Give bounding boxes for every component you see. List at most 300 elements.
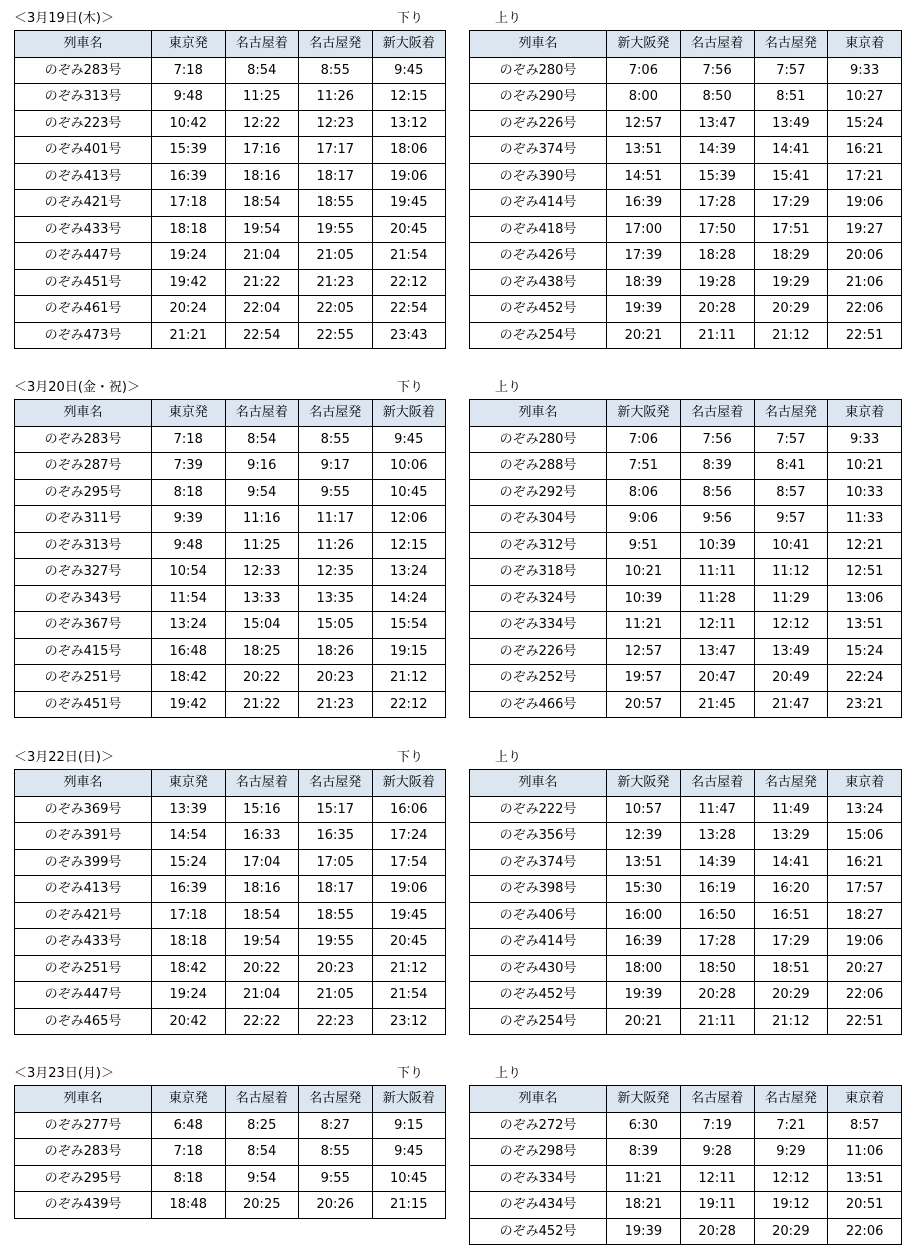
train-name-cell: のぞみ426号: [470, 243, 607, 270]
header-row: [470, 31, 902, 58]
section-date: ＜3月23日(月)＞: [14, 1066, 114, 1081]
time-cell: 15:39: [152, 137, 226, 164]
time-cell: 19:54: [225, 929, 299, 956]
time-cell: 20:42: [152, 1008, 226, 1035]
train-name-cell: のぞみ251号: [15, 665, 152, 692]
time-cell: 11:06: [828, 1139, 902, 1166]
table-row: [15, 691, 446, 718]
train-name-cell: のぞみ292号: [470, 479, 607, 506]
time-cell: 19:55: [299, 929, 373, 956]
column-header: 列車名: [15, 31, 152, 58]
train-name-cell: のぞみ413号: [15, 163, 152, 190]
time-cell: 12:12: [754, 612, 828, 639]
train-name-cell: のぞみ374号: [470, 849, 607, 876]
time-cell: 18:54: [225, 902, 299, 929]
table-row: [15, 1192, 446, 1219]
table-row: [15, 955, 446, 982]
time-cell: 9:54: [225, 479, 299, 506]
train-name-cell: のぞみ367号: [15, 612, 152, 639]
time-cell: 22:24: [828, 665, 902, 692]
time-cell: 19:06: [828, 190, 902, 217]
time-cell: 16:00: [607, 902, 681, 929]
train-name-cell: のぞみ313号: [15, 532, 152, 559]
time-cell: 18:55: [299, 902, 373, 929]
time-cell: 18:42: [152, 665, 226, 692]
train-name-cell: のぞみ390号: [470, 163, 607, 190]
time-cell: 18:28: [680, 243, 754, 270]
time-cell: 14:41: [754, 137, 828, 164]
time-cell: 19:55: [299, 216, 373, 243]
time-cell: 17:51: [754, 216, 828, 243]
time-cell: 10:45: [372, 479, 446, 506]
time-cell: 19:12: [754, 1192, 828, 1219]
time-cell: 15:41: [754, 163, 828, 190]
time-cell: 21:11: [680, 322, 754, 349]
table-row: [15, 216, 446, 243]
time-cell: 19:29: [754, 269, 828, 296]
down-timetable: [14, 399, 446, 718]
down-timetable: [14, 1085, 446, 1219]
time-cell: 21:22: [225, 691, 299, 718]
column-header: 列車名: [470, 31, 607, 58]
time-cell: 12:15: [372, 532, 446, 559]
table-row: [15, 322, 446, 349]
up-direction-label: 上り: [495, 750, 522, 765]
table-row: [470, 585, 902, 612]
table-row: [470, 612, 902, 639]
time-cell: 17:28: [680, 190, 754, 217]
time-cell: 21:11: [680, 1008, 754, 1035]
train-name-cell: のぞみ288号: [470, 453, 607, 480]
time-cell: 20:29: [754, 982, 828, 1009]
time-cell: 15:39: [680, 163, 754, 190]
time-cell: 17:50: [680, 216, 754, 243]
time-cell: 6:48: [152, 1112, 226, 1139]
time-cell: 9:17: [299, 453, 373, 480]
time-cell: 8:39: [607, 1139, 681, 1166]
train-name-cell: のぞみ406号: [470, 902, 607, 929]
train-name-cell: のぞみ452号: [470, 982, 607, 1009]
time-cell: 17:00: [607, 216, 681, 243]
train-name-cell: のぞみ451号: [15, 691, 152, 718]
time-cell: 9:33: [828, 426, 902, 453]
header-row: [470, 770, 902, 797]
time-cell: 13:29: [754, 823, 828, 850]
time-cell: 18:29: [754, 243, 828, 270]
time-cell: 8:55: [299, 426, 373, 453]
train-name-cell: のぞみ466号: [470, 691, 607, 718]
train-name-cell: のぞみ356号: [470, 823, 607, 850]
time-cell: 10:21: [607, 559, 681, 586]
column-header: 東京発: [152, 1086, 226, 1113]
time-cell: 20:06: [828, 243, 902, 270]
time-cell: 12:11: [680, 612, 754, 639]
time-cell: 20:45: [372, 929, 446, 956]
time-cell: 22:06: [828, 296, 902, 323]
time-cell: 19:54: [225, 216, 299, 243]
time-cell: 16:48: [152, 638, 226, 665]
time-cell: 17:29: [754, 190, 828, 217]
train-name-cell: のぞみ295号: [15, 1165, 152, 1192]
time-cell: 13:51: [828, 1165, 902, 1192]
table-row: [15, 1139, 446, 1166]
time-cell: 16:20: [754, 876, 828, 903]
column-header: 東京着: [828, 1086, 902, 1113]
train-name-cell: のぞみ311号: [15, 506, 152, 533]
train-name-cell: のぞみ433号: [15, 216, 152, 243]
time-cell: 22:51: [828, 1008, 902, 1035]
time-cell: 12:33: [225, 559, 299, 586]
time-cell: 18:25: [225, 638, 299, 665]
time-cell: 7:19: [680, 1112, 754, 1139]
train-name-cell: のぞみ334号: [470, 1165, 607, 1192]
time-cell: 8:25: [225, 1112, 299, 1139]
time-cell: 20:22: [225, 955, 299, 982]
time-cell: 16:35: [299, 823, 373, 850]
time-cell: 7:39: [152, 453, 226, 480]
table-row: [15, 532, 446, 559]
train-name-cell: のぞみ223号: [15, 110, 152, 137]
time-cell: 17:29: [754, 929, 828, 956]
time-cell: 7:18: [152, 426, 226, 453]
time-cell: 15:17: [299, 796, 373, 823]
time-cell: 18:16: [225, 163, 299, 190]
time-cell: 20:28: [680, 296, 754, 323]
train-name-cell: のぞみ415号: [15, 638, 152, 665]
time-cell: 18:16: [225, 876, 299, 903]
header-row: [15, 400, 446, 427]
section-date: ＜3月22日(日)＞: [14, 750, 114, 765]
time-cell: 19:11: [680, 1192, 754, 1219]
time-cell: 22:54: [372, 296, 446, 323]
table-row: [15, 1112, 446, 1139]
table-row: [15, 559, 446, 586]
table-row: [15, 612, 446, 639]
train-name-cell: のぞみ421号: [15, 190, 152, 217]
time-cell: 19:42: [152, 269, 226, 296]
time-cell: 8:57: [828, 1112, 902, 1139]
time-cell: 19:24: [152, 982, 226, 1009]
column-header: 新大阪発: [607, 770, 681, 797]
train-name-cell: のぞみ447号: [15, 243, 152, 270]
time-cell: 14:39: [680, 137, 754, 164]
time-cell: 9:51: [607, 532, 681, 559]
time-cell: 17:16: [225, 137, 299, 164]
table-row: [15, 163, 446, 190]
time-cell: 18:17: [299, 163, 373, 190]
train-name-cell: のぞみ451号: [15, 269, 152, 296]
train-name-cell: のぞみ283号: [15, 426, 152, 453]
time-cell: 15:05: [299, 612, 373, 639]
column-header: 新大阪発: [607, 400, 681, 427]
column-header: 名古屋発: [299, 31, 373, 58]
up-timetable: [469, 1085, 902, 1245]
time-cell: 9:39: [152, 506, 226, 533]
time-cell: 16:39: [607, 929, 681, 956]
time-cell: 18:48: [152, 1192, 226, 1219]
column-header: 列車名: [470, 1086, 607, 1113]
table-row: [470, 57, 902, 84]
table-row: [15, 982, 446, 1009]
time-cell: 13:49: [754, 110, 828, 137]
time-cell: 11:28: [680, 585, 754, 612]
time-cell: 22:04: [225, 296, 299, 323]
column-header: 名古屋着: [680, 31, 754, 58]
train-name-cell: のぞみ222号: [470, 796, 607, 823]
time-cell: 14:41: [754, 849, 828, 876]
train-name-cell: のぞみ461号: [15, 296, 152, 323]
table-row: [470, 532, 902, 559]
time-cell: 21:12: [372, 665, 446, 692]
table-row: [470, 453, 902, 480]
time-cell: 9:28: [680, 1139, 754, 1166]
time-cell: 20:23: [299, 665, 373, 692]
time-cell: 21:15: [372, 1192, 446, 1219]
column-header: 名古屋着: [680, 1086, 754, 1113]
time-cell: 15:24: [828, 638, 902, 665]
time-cell: 10:39: [680, 532, 754, 559]
column-header: 東京発: [152, 31, 226, 58]
time-cell: 15:04: [225, 612, 299, 639]
time-cell: 9:16: [225, 453, 299, 480]
time-cell: 10:41: [754, 532, 828, 559]
table-row: [15, 823, 446, 850]
time-cell: 20:23: [299, 955, 373, 982]
column-header: 列車名: [470, 770, 607, 797]
table-row: [15, 190, 446, 217]
table-row: [15, 902, 446, 929]
time-cell: 17:54: [372, 849, 446, 876]
up-direction-label: 上り: [495, 11, 522, 26]
time-cell: 18:39: [607, 269, 681, 296]
time-cell: 16:51: [754, 902, 828, 929]
time-cell: 12:51: [828, 559, 902, 586]
time-cell: 11:26: [299, 84, 373, 111]
column-header: 新大阪着: [372, 31, 446, 58]
time-cell: 18:51: [754, 955, 828, 982]
time-cell: 21:23: [299, 691, 373, 718]
time-cell: 13:47: [680, 638, 754, 665]
time-cell: 8:06: [607, 479, 681, 506]
time-cell: 22:12: [372, 691, 446, 718]
table-row: [15, 796, 446, 823]
column-header: 列車名: [470, 400, 607, 427]
table-row: [470, 1192, 902, 1219]
time-cell: 16:19: [680, 876, 754, 903]
train-name-cell: のぞみ251号: [15, 955, 152, 982]
time-cell: 18:26: [299, 638, 373, 665]
time-cell: 20:29: [754, 1218, 828, 1245]
header-row: [470, 1086, 902, 1113]
time-cell: 19:39: [607, 982, 681, 1009]
table-row: [15, 243, 446, 270]
time-cell: 8:54: [225, 426, 299, 453]
table-row: [15, 137, 446, 164]
column-header: 列車名: [15, 1086, 152, 1113]
time-cell: 21:06: [828, 269, 902, 296]
table-row: [15, 84, 446, 111]
train-name-cell: のぞみ343号: [15, 585, 152, 612]
table-row: [470, 1008, 902, 1035]
time-cell: 16:50: [680, 902, 754, 929]
time-cell: 20:21: [607, 1008, 681, 1035]
time-cell: 19:06: [372, 163, 446, 190]
time-cell: 13:24: [372, 559, 446, 586]
table-row: [470, 1165, 902, 1192]
time-cell: 9:48: [152, 84, 226, 111]
train-name-cell: のぞみ283号: [15, 1139, 152, 1166]
column-header: 名古屋着: [225, 1086, 299, 1113]
time-cell: 14:54: [152, 823, 226, 850]
time-cell: 11:29: [754, 585, 828, 612]
time-cell: 8:39: [680, 453, 754, 480]
time-cell: 13:47: [680, 110, 754, 137]
time-cell: 8:51: [754, 84, 828, 111]
time-cell: 13:24: [152, 612, 226, 639]
time-cell: 12:57: [607, 110, 681, 137]
train-name-cell: のぞみ280号: [470, 57, 607, 84]
train-name-cell: のぞみ374号: [470, 137, 607, 164]
time-cell: 8:00: [607, 84, 681, 111]
time-cell: 9:45: [372, 426, 446, 453]
train-name-cell: のぞみ312号: [470, 532, 607, 559]
time-cell: 18:18: [152, 216, 226, 243]
time-cell: 17:18: [152, 190, 226, 217]
column-header: 新大阪着: [372, 1086, 446, 1113]
time-cell: 12:11: [680, 1165, 754, 1192]
table-row: [470, 84, 902, 111]
train-name-cell: のぞみ295号: [15, 479, 152, 506]
train-name-cell: のぞみ433号: [15, 929, 152, 956]
column-header: 列車名: [15, 770, 152, 797]
time-cell: 21:12: [372, 955, 446, 982]
time-cell: 7:18: [152, 1139, 226, 1166]
time-cell: 16:39: [607, 190, 681, 217]
train-name-cell: のぞみ421号: [15, 902, 152, 929]
column-header: 列車名: [15, 400, 152, 427]
time-cell: 16:33: [225, 823, 299, 850]
train-name-cell: のぞみ287号: [15, 453, 152, 480]
train-name-cell: のぞみ318号: [470, 559, 607, 586]
time-cell: 19:27: [828, 216, 902, 243]
time-cell: 7:06: [607, 57, 681, 84]
header-row: [15, 31, 446, 58]
table-row: [15, 929, 446, 956]
time-cell: 20:27: [828, 955, 902, 982]
time-cell: 8:18: [152, 1165, 226, 1192]
time-cell: 9:55: [299, 1165, 373, 1192]
table-row: [470, 322, 902, 349]
time-cell: 10:21: [828, 453, 902, 480]
table-row: [470, 929, 902, 956]
table-row: [470, 1112, 902, 1139]
time-cell: 10:39: [607, 585, 681, 612]
time-cell: 8:54: [225, 57, 299, 84]
time-cell: 11:47: [680, 796, 754, 823]
time-cell: 11:12: [754, 559, 828, 586]
time-cell: 11:26: [299, 532, 373, 559]
time-cell: 9:33: [828, 57, 902, 84]
time-cell: 21:23: [299, 269, 373, 296]
time-cell: 20:28: [680, 982, 754, 1009]
column-header: 名古屋発: [754, 31, 828, 58]
train-name-cell: のぞみ327号: [15, 559, 152, 586]
time-cell: 20:45: [372, 216, 446, 243]
column-header: 名古屋着: [680, 770, 754, 797]
table-row: [470, 426, 902, 453]
train-name-cell: のぞみ413号: [15, 876, 152, 903]
table-row: [15, 1008, 446, 1035]
table-row: [470, 876, 902, 903]
time-cell: 12:57: [607, 638, 681, 665]
time-cell: 22:22: [225, 1008, 299, 1035]
time-cell: 20:49: [754, 665, 828, 692]
train-name-cell: のぞみ473号: [15, 322, 152, 349]
time-cell: 18:17: [299, 876, 373, 903]
down-direction-label: 下り: [397, 1066, 424, 1081]
time-cell: 22:55: [299, 322, 373, 349]
table-row: [15, 849, 446, 876]
time-cell: 13:28: [680, 823, 754, 850]
time-cell: 11:11: [680, 559, 754, 586]
table-row: [470, 902, 902, 929]
table-row: [15, 585, 446, 612]
time-cell: 9:29: [754, 1139, 828, 1166]
time-cell: 18:06: [372, 137, 446, 164]
table-row: [470, 638, 902, 665]
time-cell: 19:39: [607, 296, 681, 323]
up-timetable: [469, 30, 902, 349]
train-name-cell: のぞみ304号: [470, 506, 607, 533]
time-cell: 7:56: [680, 426, 754, 453]
time-cell: 10:42: [152, 110, 226, 137]
train-name-cell: のぞみ414号: [470, 190, 607, 217]
table-row: [470, 1139, 902, 1166]
time-cell: 20:26: [299, 1192, 373, 1219]
time-cell: 9:45: [372, 57, 446, 84]
table-row: [470, 163, 902, 190]
time-cell: 7:56: [680, 57, 754, 84]
column-header: 新大阪発: [607, 1086, 681, 1113]
time-cell: 13:49: [754, 638, 828, 665]
time-cell: 20:57: [607, 691, 681, 718]
train-name-cell: のぞみ254号: [470, 322, 607, 349]
time-cell: 11:25: [225, 532, 299, 559]
time-cell: 9:48: [152, 532, 226, 559]
time-cell: 19:28: [680, 269, 754, 296]
time-cell: 8:50: [680, 84, 754, 111]
down-direction-label: 下り: [397, 380, 424, 395]
time-cell: 18:27: [828, 902, 902, 929]
time-cell: 15:06: [828, 823, 902, 850]
table-row: [15, 269, 446, 296]
up-direction-label: 上り: [495, 380, 522, 395]
time-cell: 21:45: [680, 691, 754, 718]
time-cell: 7:06: [607, 426, 681, 453]
time-cell: 18:18: [152, 929, 226, 956]
column-header: 名古屋発: [299, 400, 373, 427]
train-name-cell: のぞみ369号: [15, 796, 152, 823]
train-name-cell: のぞみ398号: [470, 876, 607, 903]
time-cell: 17:05: [299, 849, 373, 876]
header-row: [15, 1086, 446, 1113]
time-cell: 13:12: [372, 110, 446, 137]
time-cell: 8:54: [225, 1139, 299, 1166]
column-header: 新大阪発: [607, 31, 681, 58]
up-timetable: [469, 769, 902, 1035]
down-timetable: [14, 30, 446, 349]
time-cell: 11:21: [607, 1165, 681, 1192]
